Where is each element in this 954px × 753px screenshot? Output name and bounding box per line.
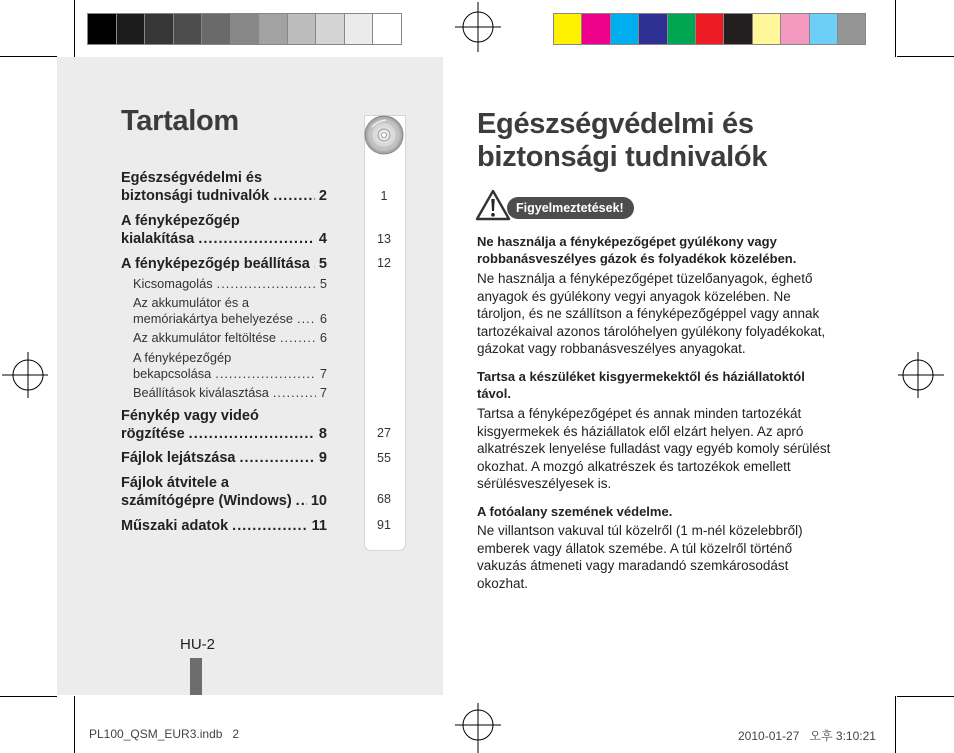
color-swatch bbox=[668, 14, 695, 44]
toc-item-specs[interactable]: Műszaki adatok ..... 11 bbox=[121, 517, 327, 535]
color-swatch bbox=[554, 14, 581, 44]
reference-strip bbox=[364, 115, 406, 551]
print-file-name: PL100_QSM_EUR3.indb 2 bbox=[89, 727, 240, 741]
color-swatch bbox=[345, 14, 373, 44]
color-swatch bbox=[259, 14, 287, 44]
ref-page-number: 68 bbox=[377, 492, 391, 506]
color-swatch bbox=[373, 14, 401, 44]
color-swatch bbox=[88, 14, 116, 44]
ref-page-number: 91 bbox=[377, 518, 391, 532]
toc-item-photo-video[interactable]: Fénykép vagy videó rögzítése ..... 8 bbox=[121, 407, 327, 443]
section-body: Tartsa a fényképezőgépet és annak minden tartozékát kisgyermekek és háziállatok elől elzárt helyen. Az apró alkatrészek lenyelése fulladást vagy egyéb komoly sérülést okozhat. A mozgó alkatrészek és tartozékok emellett sérülésveszélyesek is. bbox=[477, 406, 831, 491]
toc-item-playback[interactable]: Fájlok lejátszása ..... 9 bbox=[121, 449, 327, 467]
section-body: Ne használja a fényképezőgépet tüzelőanyagok, éghető anyagok és gyúlékony vegyi anyagok közelében. Ne tároljon, és ne szállítson a fényképezőgéppel vagy annak tartozékaival azonos tárolóhelyen gyúlékony folyadékokat, gázokat vagy robbanásveszélyes anyagokat. bbox=[477, 271, 826, 356]
color-swatch bbox=[316, 14, 344, 44]
color-swatch bbox=[696, 14, 723, 44]
warning-badge: Figyelmeztetések! bbox=[507, 197, 634, 219]
section-heading: Ne használja a fényképezőgépet gyúlékony vagy robbanásveszélyes gázok és folyadékok közelében. bbox=[477, 234, 797, 266]
color-swatch bbox=[145, 14, 173, 44]
ref-page-number: 55 bbox=[377, 451, 391, 465]
toc-subitem-settings[interactable]: Beállítások kiválasztása ..... 7 bbox=[133, 385, 327, 401]
color-swatch bbox=[781, 14, 808, 44]
registration-mark-top bbox=[455, 2, 501, 52]
ref-page-number: 1 bbox=[380, 189, 388, 203]
registration-mark-bottom bbox=[455, 703, 501, 753]
section-heading: A fotóalany szemének védelme. bbox=[477, 504, 673, 519]
color-swatch bbox=[639, 14, 666, 44]
color-swatch bbox=[611, 14, 638, 44]
toc-subitem-charging[interactable]: Az akkumulátor feltöltése ..... 6 bbox=[133, 330, 327, 346]
section-title: Egészségvédelmi és biztonsági tudnivalók bbox=[477, 108, 768, 173]
color-swatch bbox=[838, 14, 865, 44]
color-swatch bbox=[582, 14, 609, 44]
toc-item-health-safety[interactable]: Egészségvédelmi és biztonsági tudnivalók ..... 2 bbox=[121, 169, 327, 205]
color-swatch bbox=[753, 14, 780, 44]
toc-subitem-power-on[interactable]: A fényképezőgép bekapcsolása ..... 7 bbox=[133, 350, 327, 382]
page-number: HU-2 bbox=[180, 636, 216, 653]
registration-mark-left bbox=[2, 352, 48, 398]
toc-item-camera-layout[interactable]: A fényképezőgép kialakítása ..... 4 bbox=[121, 212, 327, 248]
warning-triangle-icon bbox=[475, 189, 511, 221]
color-swatch bbox=[202, 14, 230, 44]
toc-subitem-battery-card[interactable]: Az akkumulátor és a memóriakártya behelyezése ..... 6 bbox=[133, 295, 327, 327]
cd-icon bbox=[364, 115, 404, 155]
ref-page-number: 13 bbox=[377, 232, 391, 246]
color-swatch bbox=[724, 14, 751, 44]
registration-mark-right bbox=[898, 352, 944, 398]
print-timestamp: 2010-01-27 오후 3:10:21 bbox=[738, 729, 876, 743]
color-swatch bbox=[117, 14, 145, 44]
toc-item-camera-setup[interactable]: A fényképezőgép beállítása ..... 5 bbox=[121, 255, 327, 273]
section-body: Ne villantson vakuval túl közelről (1 m-nél közelebbről) emberek vagy állatok szemébe. A túl közelről történő vakuzás átmeneti vagy maradandó szemkárosodást okozhat. bbox=[477, 523, 803, 591]
section-heading: Tartsa a készüléket kisgyermekektől és háziállatoktól távol. bbox=[477, 369, 805, 401]
ref-page-number: 27 bbox=[377, 426, 391, 440]
color-swatch bbox=[288, 14, 316, 44]
color-swatch bbox=[810, 14, 837, 44]
color-swatch bbox=[174, 14, 202, 44]
ref-page-number: 12 bbox=[377, 256, 391, 270]
toc-subitem-unpacking[interactable]: Kicsomagolás ..... 5 bbox=[133, 276, 327, 292]
page-tab-marker bbox=[190, 658, 202, 695]
color-swatch bbox=[231, 14, 259, 44]
toc-title: Tartalom bbox=[121, 105, 239, 137]
toc-item-transfer[interactable]: Fájlok átvitele a számítógépre (Windows) ..... 10 bbox=[121, 474, 327, 510]
